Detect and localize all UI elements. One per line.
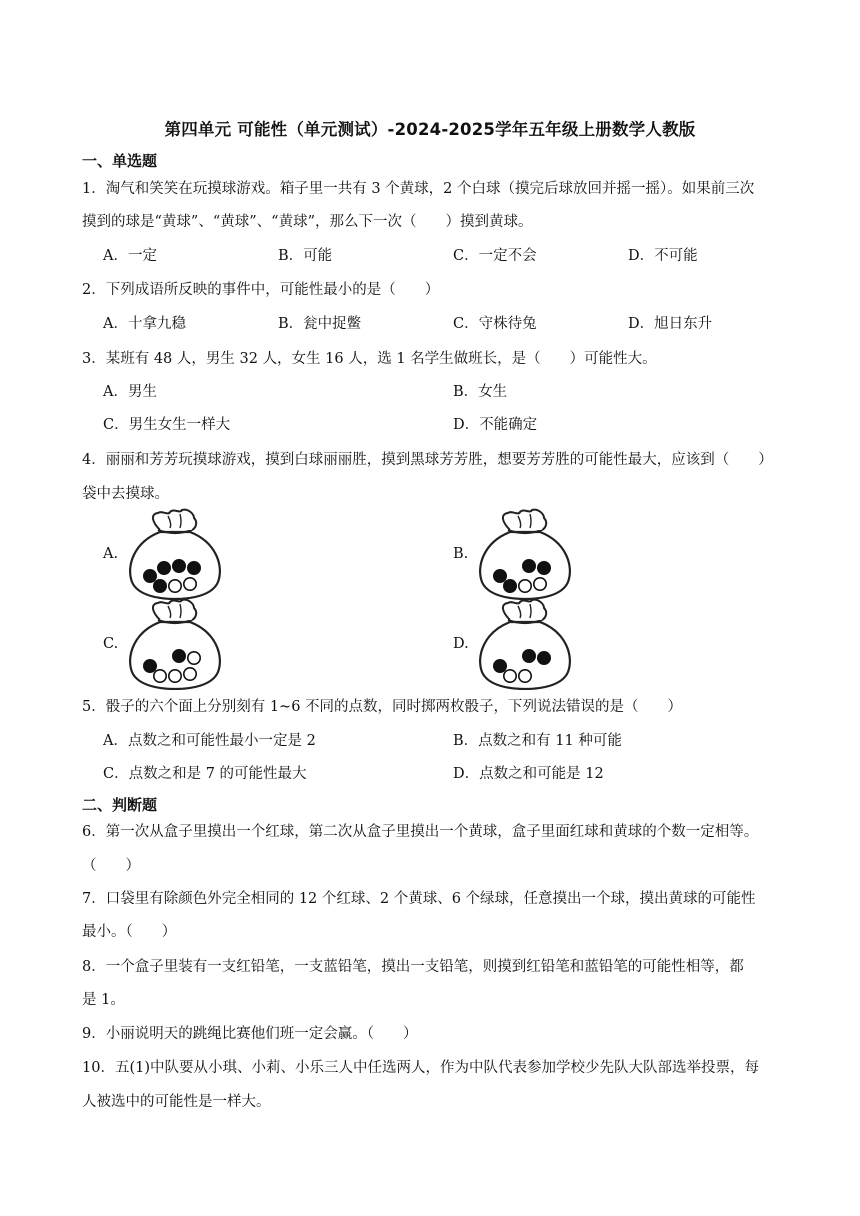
question-7-line-2: 最小。（ ） bbox=[82, 924, 177, 940]
black-ball bbox=[188, 562, 200, 574]
white-ball bbox=[534, 578, 546, 590]
bag-c-icon[interactable] bbox=[124, 598, 226, 690]
black-ball bbox=[523, 650, 535, 662]
section-heading-single-choice: 一、单选题 bbox=[82, 152, 158, 170]
black-ball bbox=[173, 650, 185, 662]
question-3-option-d[interactable]: D．不能确定 bbox=[453, 417, 538, 433]
white-ball bbox=[184, 578, 196, 590]
question-4-option-b[interactable]: B. bbox=[453, 546, 469, 562]
question-2-option-b[interactable]: B．瓮中捉鳖 bbox=[278, 316, 362, 332]
question-4-option-d[interactable]: D. bbox=[453, 636, 469, 652]
question-4-option-a[interactable]: A. bbox=[103, 546, 119, 562]
question-3-option-a[interactable]: A．男生 bbox=[103, 384, 157, 400]
question-6-line-1: 6．第一次从盒子里摸出一个红球，第二次从盒子里摸出一个黄球，盒子里面红球和黄球的个数一定相等。 bbox=[82, 824, 759, 840]
bag-b-icon[interactable] bbox=[474, 508, 576, 600]
question-4-line-2: 袋中去摸球。 bbox=[82, 486, 169, 502]
bag-a-icon[interactable] bbox=[124, 508, 226, 600]
question-8-line-1: 8．一个盒子里装有一支红铅笔，一支蓝铅笔，摸出一支铅笔，则摸到红铅笔和蓝铅笔的可能性相等，都 bbox=[82, 959, 744, 975]
question-10-line-2: 人被选中的可能性是一样大。 bbox=[82, 1094, 271, 1110]
black-ball bbox=[494, 660, 506, 672]
question-5-text: 5．骰子的六个面上分别刻有 1~6 不同的点数，同时掷两枚骰子，下列说法错误的是（ ） bbox=[82, 699, 683, 715]
white-ball bbox=[169, 670, 181, 682]
black-ball bbox=[144, 660, 156, 672]
question-3-option-b[interactable]: B．女生 bbox=[453, 384, 508, 400]
question-3-text: 3．某班有 48 人，男生 32 人，女生 16 人，选 1 名学生做班长，是（ ）可能性大。 bbox=[82, 351, 657, 367]
question-4-line-1: 4．丽丽和芳芳玩摸球游戏，摸到白球丽丽胜，摸到黑球芳芳胜，想要芳芳胜的可能性最大，应该到（ ） bbox=[82, 452, 773, 468]
question-1-line-1: 1．淘气和笑笑在玩摸球游戏。箱子里一共有 3 个黄球，2 个白球（摸完后球放回并摇一摇）。如果前三次 bbox=[82, 181, 755, 197]
question-6-line-2: （ ） bbox=[82, 858, 140, 874]
white-ball bbox=[154, 670, 166, 682]
page-title: 第四单元 可能性（单元测试）-2024-2025学年五年级上册数学人教版 bbox=[164, 120, 696, 139]
question-1-option-d[interactable]: D．不可能 bbox=[628, 248, 698, 264]
white-ball bbox=[188, 652, 200, 664]
bag-d-icon[interactable] bbox=[474, 598, 576, 690]
black-ball bbox=[523, 560, 535, 572]
question-5-option-d[interactable]: D．点数之和可能是 12 bbox=[453, 766, 604, 782]
black-ball bbox=[154, 580, 166, 592]
question-5-option-b[interactable]: B．点数之和有 11 种可能 bbox=[453, 733, 622, 749]
white-ball bbox=[519, 670, 531, 682]
question-5-option-a[interactable]: A．点数之和可能性最小一定是 2 bbox=[103, 733, 316, 749]
question-2-text: 2．下列成语所反映的事件中，可能性最小的是（ ） bbox=[82, 282, 440, 298]
bag-ruffle bbox=[503, 510, 546, 530]
white-ball bbox=[504, 670, 516, 682]
question-8-line-2: 是 1。 bbox=[82, 992, 125, 1008]
question-7-line-1: 7．口袋里有除颜色外完全相同的 12 个红球、2 个黄球、6 个绿球，任意摸出一个球，摸出黄球的可能性 bbox=[82, 891, 756, 907]
question-2-option-d[interactable]: D．旭日东升 bbox=[628, 316, 713, 332]
black-ball bbox=[538, 562, 550, 574]
question-1-option-c[interactable]: C．一定不会 bbox=[453, 248, 537, 264]
black-ball bbox=[494, 570, 506, 582]
question-2-option-c[interactable]: C．守株待兔 bbox=[453, 316, 537, 332]
black-ball bbox=[158, 562, 170, 574]
question-3-option-c[interactable]: C．男生女生一样大 bbox=[103, 417, 231, 433]
question-1-option-a[interactable]: A．一定 bbox=[103, 248, 157, 264]
question-1-line-2: 摸到的球是“黄球”、“黄球”、“黄球”，那么下一次（ ）摸到黄球。 bbox=[82, 214, 533, 230]
question-9-text: 9．小丽说明天的跳绳比赛他们班一定会赢。（ ） bbox=[82, 1026, 418, 1042]
white-ball bbox=[169, 580, 181, 592]
question-1-option-b[interactable]: B．可能 bbox=[278, 248, 333, 264]
section-heading-true-false: 二、判断题 bbox=[82, 796, 158, 814]
white-ball bbox=[184, 668, 196, 680]
black-ball bbox=[173, 560, 185, 572]
bag-ruffle bbox=[503, 600, 546, 620]
white-ball bbox=[519, 580, 531, 592]
question-5-option-c[interactable]: C．点数之和是 7 的可能性最大 bbox=[103, 766, 307, 782]
bag-ruffle bbox=[153, 510, 196, 530]
bag-ruffle bbox=[153, 600, 196, 620]
question-2-option-a[interactable]: A．十拿九稳 bbox=[103, 316, 186, 332]
black-ball bbox=[504, 580, 516, 592]
question-4-option-c[interactable]: C. bbox=[103, 636, 119, 652]
black-ball bbox=[144, 570, 156, 582]
black-ball bbox=[538, 652, 550, 664]
question-10-line-1: 10．五(1)中队要从小琪、小莉、小乐三人中任选两人，作为中队代表参加学校少先队大队部选举投票，每 bbox=[82, 1060, 759, 1076]
